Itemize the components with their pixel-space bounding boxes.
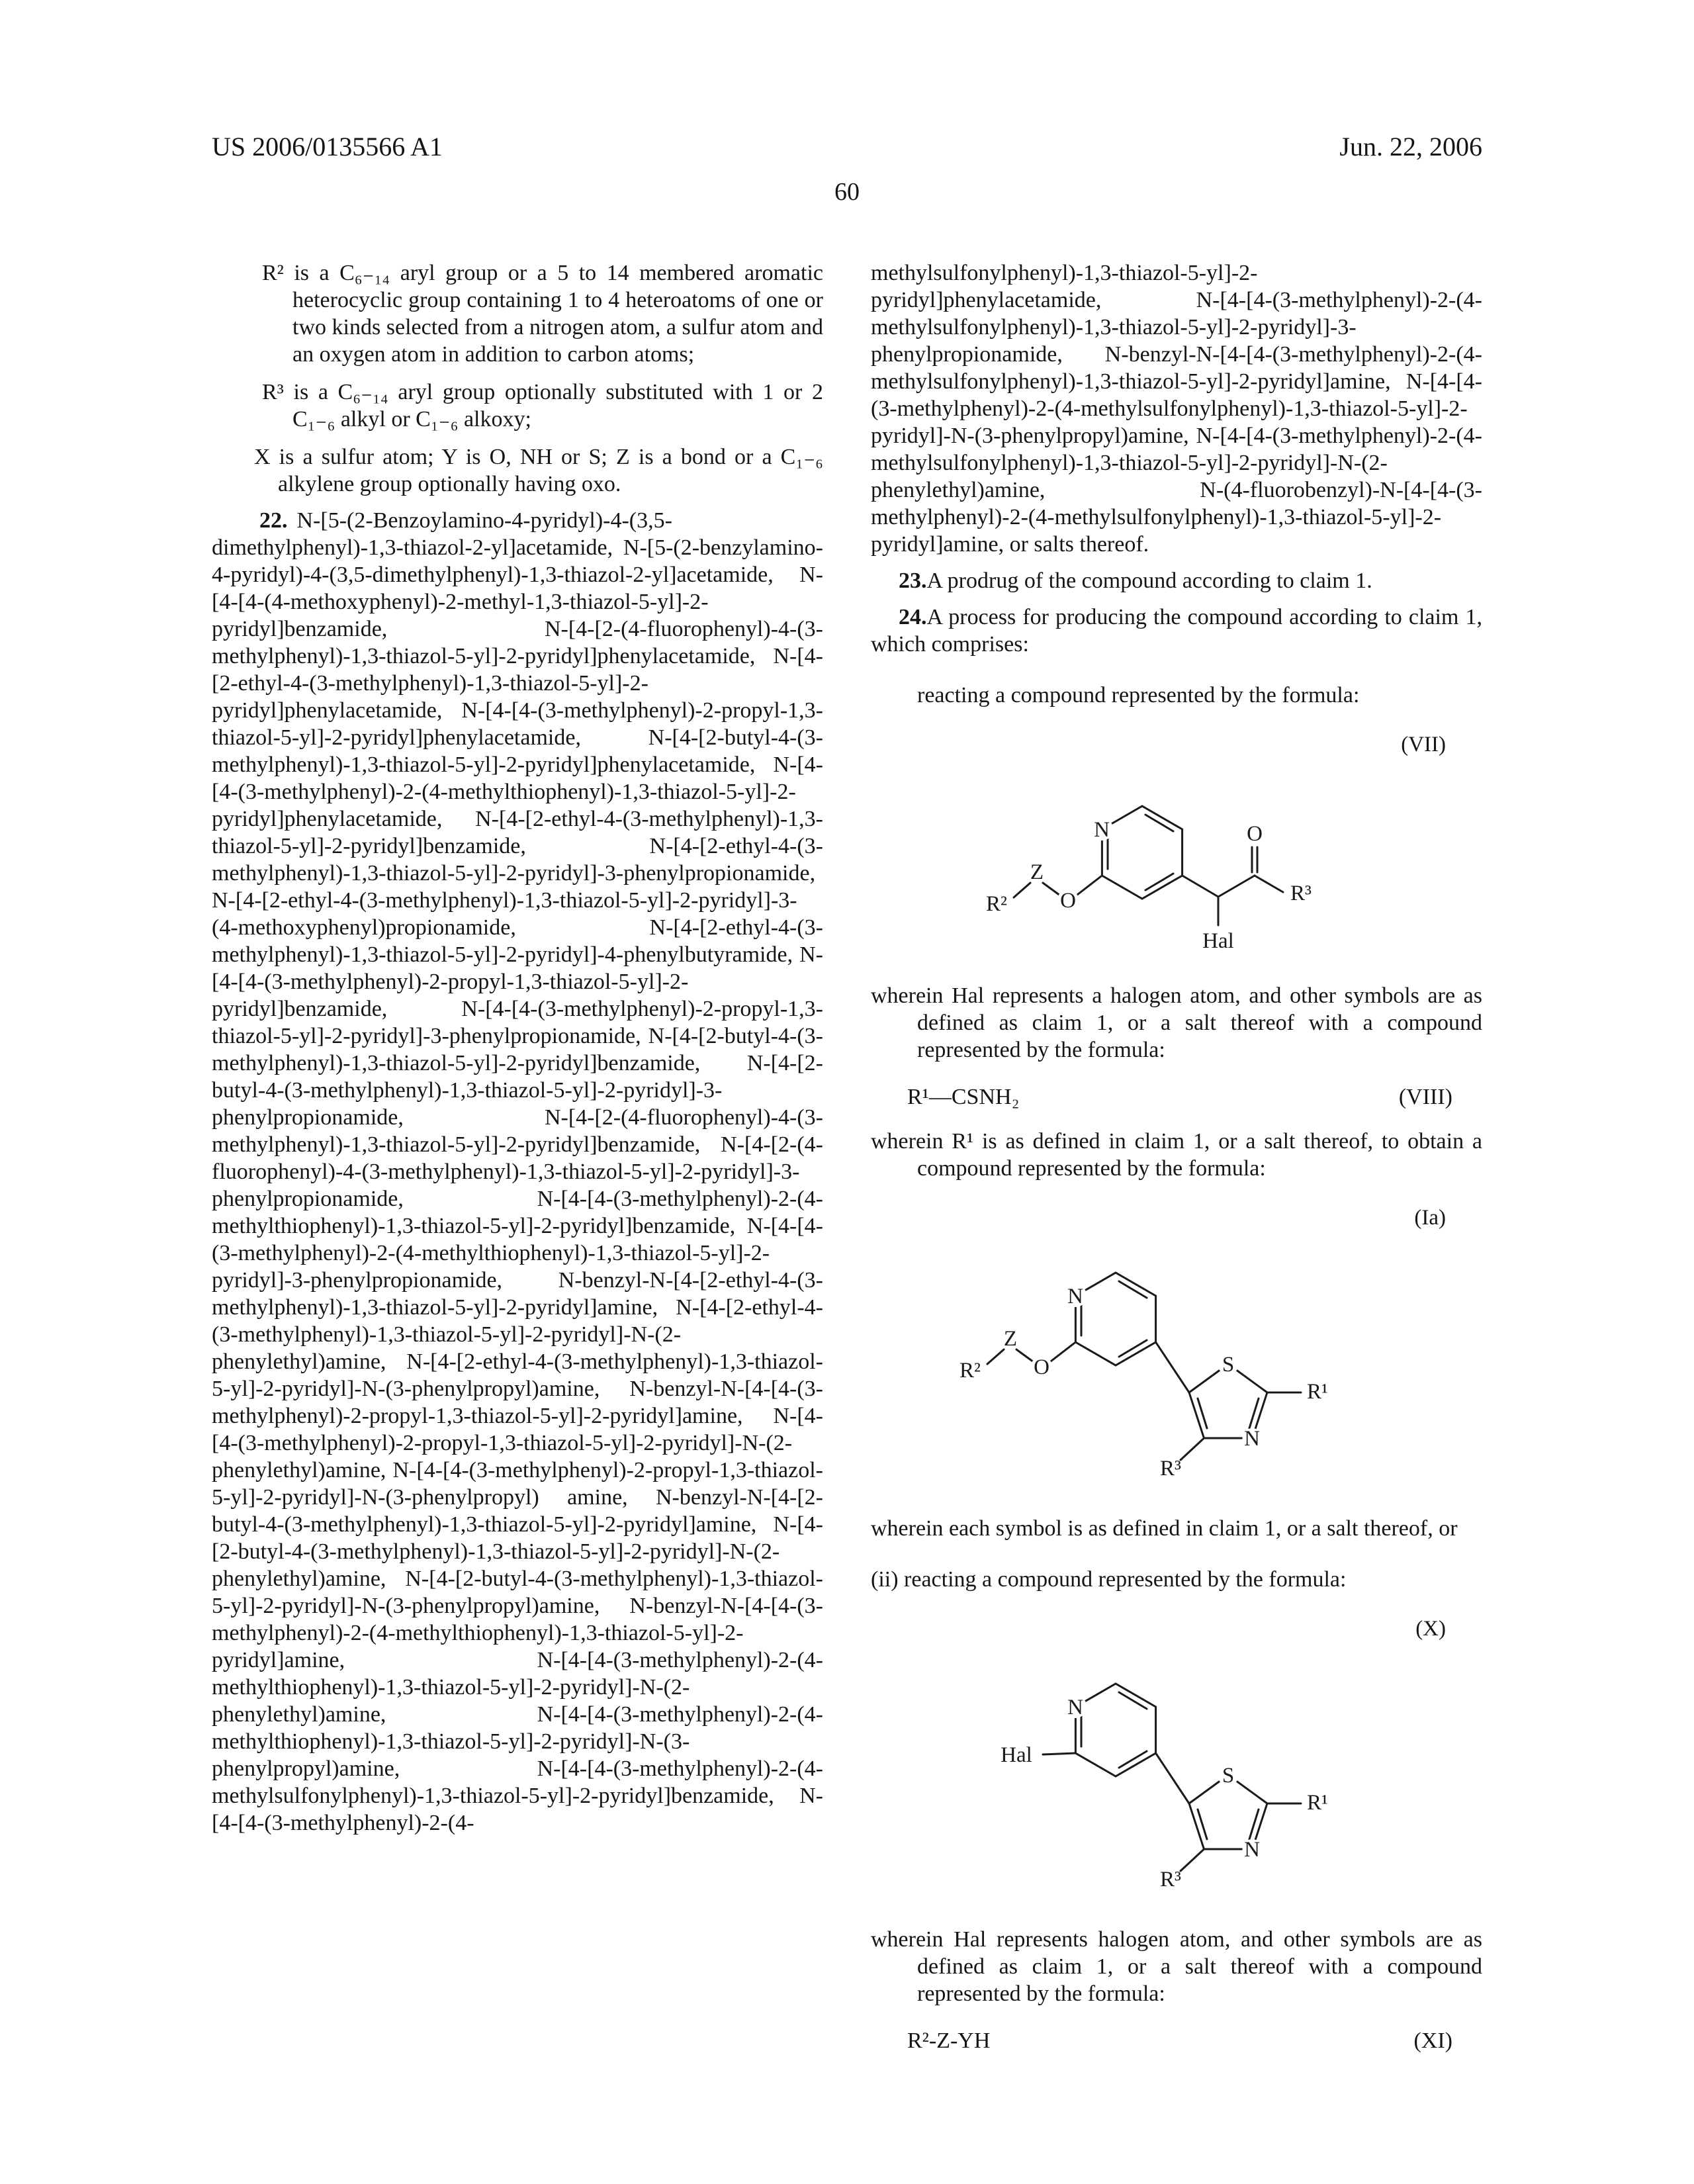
formula-viii-row <box>871 1083 1482 1111</box>
r1-label: R¹ <box>1307 1791 1328 1815</box>
claim-22 <box>212 507 823 1837</box>
r2-label: R² <box>986 892 1007 916</box>
left-column <box>212 259 823 2054</box>
r3-label: R³ <box>1160 1868 1181 1891</box>
pyridine-ring <box>1075 1273 1155 1365</box>
claim-23-number: 23. <box>899 569 927 593</box>
claim-23 <box>871 567 1482 594</box>
formula-ia-label: (Ia) <box>1414 1206 1446 1230</box>
pyridine-ring <box>1075 1684 1155 1776</box>
formula-xi-text: R²-Z-YH <box>907 2028 991 2053</box>
formula-viii-label: (VIII) <box>1398 1085 1452 1109</box>
pyridine-n-label: N <box>1094 818 1110 842</box>
wherein-hal-2-paragraph: wherein Hal represents halogen atom, and other symbols are as defined as claim 1, or a salt thereof with a compound represented by the formula: <box>871 1927 1482 2006</box>
definition-r3: R³ is a C₆₋₁₄ aryl group optionally substituted with 1 or 2 C₁₋₆ alkyl or C₁₋₆ alkoxy; <box>262 380 823 432</box>
r3-label: R³ <box>1290 882 1312 905</box>
ether-o-label: O <box>1034 1355 1049 1379</box>
formula-x-figure <box>871 1615 1482 1909</box>
formula-ia-structure <box>884 1233 1387 1498</box>
formula-vii-structure <box>884 760 1387 965</box>
carbonyl-o-label: O <box>1247 822 1263 846</box>
claim-24 <box>871 604 1482 658</box>
definition-r2: R² is a C₆₋₁₄ aryl group or a 5 to 14 membered aromatic heterocyclic group containing 1 to 4 heteroatoms of one or two kinds selected from a nitrogen atom, a sulfur atom and an oxygen atom in addition to carbon atoms; <box>262 261 823 367</box>
page-header <box>212 132 1482 161</box>
formula-x-label: (X) <box>1415 1617 1446 1641</box>
formula-viii-text: R¹—CSNH₂ <box>907 1085 1020 1109</box>
z-label: Z <box>1030 860 1044 884</box>
claim-22-text: N-[5-(2-Benzoylamino-4-pyridyl)-4-(3,5-dimethylphenyl)-1,3-thiazol-2-yl]acetamide, N-[5-(2-benzylamino-4-pyridyl)-4-(3,5-dimethylphenyl)-1,3-thiazol-2-yl]acetamide, N-[4-[4-(4-methoxyphenyl)-2-methyl-1,3-thiazol-5-yl]-2-pyridyl]benzamide, N-[4-[2-(4-fluorophenyl)-4-(3-methylphenyl)-1,3-thiazol-5-yl]-2-pyridyl]phenylacetamide, N-[4-[2-ethyl-4-(3-methylphenyl)-1,3-thiazol-5-yl]-2-pyridyl]phenylacetamide, N-[4-[4-(3-methylphenyl)-2-propyl-1,3-thiazol-5-yl]-2-pyridyl]phenylacetamide, N-[4-[2-butyl-4-(3-methylphenyl)-1,3-thiazol-5-yl]-2-pyridyl]phenylacetamide, N-[4-[4-(3-methylphenyl)-2-(4-methylthiophenyl)-1,3-thiazol-5-yl]-2-pyridyl]phenylacetamide, N-[4-[2-ethyl-4-(3-methylphenyl)-1,3-thiazol-5-yl]-2-pyridyl]benzamide, N-[4-[2-ethyl-4-(3-methylphenyl)-1,3-thiazol-5-yl]-2-pyridyl]-3-phenylpropionamide, N-[4-[2-ethyl-4-(3-methylphenyl)-1,3-thiazol-5-yl]-2-pyridyl]-3-(4-methoxyphenyl)propionamide, N-[4-[2-ethyl-4-(3-methylphenyl)-1,3-thiazol-5-yl]-2-pyridyl]-4-phenylbutyramide, N-[4-[4-(3-methylphenyl)-2-propyl-1,3-thiazol-5-yl]-2-pyridyl]benzamide, N-[4-[4-(3-methylphenyl)-2-propyl-1,3-thiazol-5-yl]-2-pyridyl]-3-phenylpropionamide, N-[4-[2-butyl-4-(3-methylphenyl)-1,3-thiazol-5-yl]-2-pyridyl]benzamide, N-[4-[2-butyl-4-(3-methylphenyl)-1,3-thiazol-5-yl]-2-pyridyl]-3-phenylpropionamide, N-[4-[2-(4-fluorophenyl)-4-(3-methylphenyl)-1,3-thiazol-5-yl]-2-pyridyl]benzamide, N-[4-[2-(4-fluorophenyl)-4-(3-methylphenyl)-1,3-thiazol-5-yl]-2-pyridyl]-3-phenylpropionamide, N-[4-[4-(3-methylphenyl)-2-(4-methylthiophenyl)-1,3-thiazol-5-yl]-2-pyridyl]benzamide, N-[4-[4-(3-methylphenyl)-2-(4-methylthiophenyl)-1,3-thiazol-5-yl]-2-pyridyl]-3-phenylpropionamide, N-benzyl-N-[4-[2-ethyl-4-(3-methylphenyl)-1,3-thiazol-5-yl]-2-pyridyl]amine, N-[4-[2-ethyl-4-(3-methylphenyl)-1,3-thiazol-5-yl]-2-pyridyl]-N-(2-phenylethyl)amine, N-[4-[2-ethyl-4-(3-methylphenyl)-1,3-thiazol-5-yl]-2-pyridyl]-N-(3-phenylpropyl)amine, N-benzyl-N-[4-[4-(3-methylphenyl)-2-propyl-1,3-thiazol-5-yl]-2-pyridyl]amine, N-[4-[4-(3-methylphenyl)-2-propyl-1,3-thiazol-5-yl]-2-pyridyl]-N-(2-phenylethyl)amine, N-[4-[4-(3-methylphenyl)-2-propyl-1,3-thiazol-5-yl]-2-pyridyl]-N-(3-phenylpropyl) amine, N-benzyl-N-[4-[2-butyl-4-(3-methylphenyl)-1,3-thiazol-5-yl]-2-pyridyl]amine, N-[4-[2-butyl-4-(3-methylphenyl)-1,3-thiazol-5-yl]-2-pyridyl]-N-(2-phenylethyl)amine, N-[4-[2-butyl-4-(3-methylphenyl)-1,3-thiazol-5-yl]-2-pyridyl]-N-(3-phenylpropyl)amine, N-benzyl-N-[4-[4-(3-methylphenyl)-2-(4-methylthiophenyl)-1,3-thiazol-5-yl]-2-pyridyl]amine, N-[4-[4-(3-methylphenyl)-2-(4-methylthiophenyl)-1,3-thiazol-5-yl]-2-pyridyl]-N-(2-phenylethyl)amine, N-[4-[4-(3-methylphenyl)-2-(4-methylthiophenyl)-1,3-thiazol-5-yl]-2-pyridyl]-N-(3-phenylpropyl)amine, N-[4-[4-(3-methylphenyl)-2-(4-methylsulfonylphenyl)-1,3-thiazol-5-yl]-2-pyridyl]benzamide, N-[4-[4-(3-methylphenyl)-2-(4- <box>212 508 823 1835</box>
z-label: Z <box>1003 1327 1018 1351</box>
formula-xi-label: (XI) <box>1413 2028 1452 2053</box>
r2-label: R² <box>959 1359 981 1383</box>
publication-date: Jun. 22, 2006 <box>1339 132 1482 161</box>
claim-22-continued: methylsulfonylphenyl)-1,3-thiazol-5-yl]-2-pyridyl]phenylacetamide, N-[4-[4-(3-methylphenyl)-2-(4-methylsulfonylphenyl)-1,3-thiazol-5-yl]-2-pyridyl]-3-phenylpropionamide, N-benzyl-N-[4-[4-(3-methylphenyl)-2-(4-methylsulfonylphenyl)-1,3-thiazol-5-yl]-2-pyridyl]amine, N-[4-[4-(3-methylphenyl)-2-(4-methylsulfonylphenyl)-1,3-thiazol-5-yl]-2-pyridyl]-N-(3-phenylpropyl)amine, N-[4-[4-(3-methylphenyl)-2-(4-methylsulfonylphenyl)-1,3-thiazol-5-yl]-2-pyridyl]-N-(2-phenylethyl)amine, N-(4-fluorobenzyl)-N-[4-[4-(3-methylphenyl)-2-(4-methylsulfonylphenyl)-1,3-thiazol-5-yl]-2-pyridyl]amine, or salts thereof. <box>871 261 1482 557</box>
thiazole-n-label: N <box>1244 1838 1260 1862</box>
patent-number: US 2006/0135566 A1 <box>212 132 443 161</box>
pyridine-n-label: N <box>1067 1696 1083 1719</box>
claim-24-text: A process for producing the compound according to claim 1, which comprises: <box>871 605 1482 657</box>
formula-xi-row <box>871 2027 1482 2054</box>
thiazole-s-label: S <box>1222 1764 1235 1788</box>
pyridine-ring <box>1102 806 1182 899</box>
formula-ia-figure <box>871 1205 1482 1498</box>
page-number: 60 <box>834 178 860 206</box>
thiazole-s-label: S <box>1222 1353 1235 1377</box>
formula-vii-figure <box>871 731 1482 965</box>
claim-24-number: 24. <box>899 605 927 629</box>
claim-22-number: 22. <box>259 508 288 533</box>
ii-reacting-line: (ii) reacting a compound represented by the formula: <box>871 1567 1347 1592</box>
wherein-hal-paragraph: wherein Hal represents a halogen atom, and other symbols are as defined as claim 1, or a salt thereof with a compound represented by the formula: <box>871 983 1482 1062</box>
wherein-r1-paragraph: wherein R¹ is as defined in claim 1, or a salt thereof, to obtain a compound represented by the formula: <box>871 1129 1482 1181</box>
r3-label: R³ <box>1160 1457 1181 1480</box>
hal-label: Hal <box>1001 1743 1032 1767</box>
pyridine-n-label: N <box>1067 1285 1083 1308</box>
wherein-each-symbol-paragraph: wherein each symbol is as defined in claim 1, or a salt thereof, or <box>871 1516 1458 1541</box>
claim-23-text: A prodrug of the compound according to claim 1. <box>926 569 1372 593</box>
right-column <box>871 259 1482 2054</box>
r1-label: R¹ <box>1307 1380 1328 1404</box>
formula-x-structure <box>884 1644 1387 1909</box>
hal-label: Hal <box>1202 929 1234 953</box>
formula-vii-label: (VII) <box>1401 733 1446 756</box>
thiazole-n-label: N <box>1244 1427 1260 1451</box>
two-column-body <box>212 259 1482 2054</box>
ether-o-label: O <box>1060 889 1076 913</box>
definition-xyz: X is a sulfur atom; Y is O, NH or S; Z is a bond or a C₁₋₆ alkylene group optionally having oxo. <box>254 445 823 496</box>
reacting-lead-line: reacting a compound represented by the formula: <box>917 683 1360 707</box>
